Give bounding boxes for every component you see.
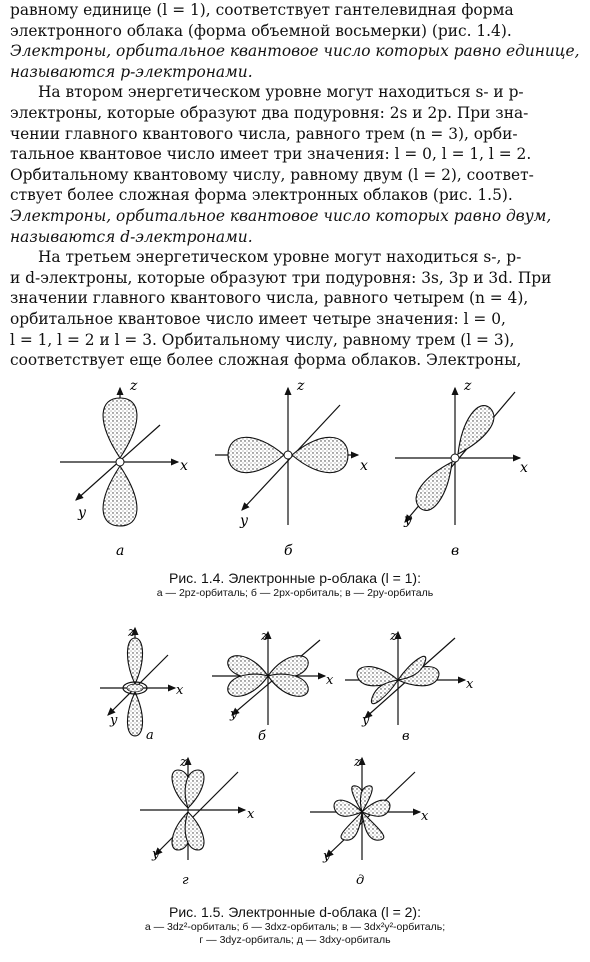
- figure-1-5-caption: [0, 904, 590, 947]
- axis-y-label: y: [110, 713, 118, 728]
- orbital-figures: [0, 372, 590, 962]
- text-line: тальное квантовое число имеет три значения: l = 0, l = 1, l = 2.: [10, 145, 532, 164]
- caption-subtitle: а — 3dz²-орбиталь; б — 3dxz-орбиталь; в — 3dx²y²-орбиталь;: [144, 921, 446, 933]
- p-orbital-a: [60, 378, 188, 559]
- axis-x-label: x: [466, 677, 474, 692]
- text-line: и d-электроны, которые образуют три подуровня: 3s, 3p и 3d. При: [10, 268, 552, 287]
- figure-label: б: [284, 543, 293, 559]
- axis-y-label: y: [404, 512, 412, 528]
- axis-x-label: x: [247, 807, 255, 822]
- d-orbital-b: [212, 629, 334, 744]
- axis-x-label: x: [360, 458, 368, 474]
- definition-line: Электроны, орбитальное квантовое число которых равно двум,: [10, 206, 552, 225]
- d-orbital-c: [345, 629, 474, 744]
- text-line: Орбитальному квантовому числу, равному двум (l = 2), соответ-: [10, 165, 534, 184]
- text-line: равному единице (l = 1), соответствует гантелевидная форма: [10, 1, 514, 19]
- text-line: соответствует еще более сложная форма облаков. Электроны,: [10, 351, 522, 370]
- figure-label: в: [402, 729, 410, 744]
- axis-z-label: z: [261, 629, 268, 644]
- text-line: На третьем энергетическом уровне могут находиться s-, p-: [38, 248, 522, 267]
- text-line: На втором энергетическом уровне могут находиться s- и p-: [38, 83, 524, 102]
- axis-x-label: x: [421, 809, 429, 824]
- axis-y-label: y: [240, 513, 248, 529]
- d-orbital-a: [100, 625, 184, 743]
- caption-title: Рис. 1.4. Электронные p-облака (l = 1):: [169, 570, 421, 586]
- text-line: чении главного квантового числа, равного трем (n = 3), орби-: [10, 124, 518, 143]
- p-orbital-c: [395, 378, 528, 559]
- axis-z-label: z: [390, 629, 397, 644]
- figure-1-4-caption: [0, 570, 590, 600]
- axis-z-label: z: [297, 378, 305, 394]
- caption-subtitle: а — 2pz-орбиталь; б — 2px-орбиталь; в — 2py-орбиталь: [156, 587, 434, 599]
- axis-x-label: x: [180, 458, 188, 474]
- axis-z-label: z: [130, 378, 138, 394]
- axis-z-label: z: [128, 625, 135, 640]
- caption-subtitle: г — 3dyz-орбиталь; д — 3dxy-орбиталь: [199, 934, 391, 946]
- axis-z-label: z: [180, 755, 187, 770]
- figure-label: д: [356, 873, 365, 888]
- axis-x-label: x: [520, 460, 528, 476]
- definition-line: называются d-электронами.: [10, 227, 253, 246]
- text-line: значении главного квантового числа, равного четырем (n = 4),: [10, 289, 529, 308]
- d-orbital-e: [310, 755, 429, 888]
- axis-x-label: x: [326, 673, 334, 688]
- d-orbital-d: [140, 755, 255, 888]
- figure-label: а: [116, 543, 125, 559]
- text-line: l = 1, l = 2 и l = 3. Орбитальному числу, равному трем (l = 3),: [10, 330, 515, 349]
- axis-y-label: y: [230, 707, 238, 722]
- axis-x-label: x: [176, 683, 184, 698]
- axis-z-label: z: [354, 755, 361, 770]
- figure-label: б: [258, 729, 266, 744]
- axis-y-label: y: [78, 505, 86, 521]
- figure-label: а: [146, 728, 154, 743]
- body-text: [10, 0, 582, 371]
- axis-y-label: y: [323, 849, 331, 864]
- text-line: ствует более сложная форма электронных облаков (рис. 1.5).: [10, 186, 513, 205]
- definition-line: называются p-электронами.: [10, 62, 253, 81]
- definition-line: Электроны, орбитальное квантовое число которых равно единице,: [10, 42, 580, 61]
- text-line: электроны, которые образуют два подуровня: 2s и 2p. При зна-: [10, 103, 529, 122]
- text-line: электронного облака (форма объемной восьмерки) (рис. 1.4).: [10, 21, 512, 40]
- p-orbital-b: [215, 378, 368, 559]
- text-line: орбитальное квантовое число имеет четыре значения: l = 0,: [10, 309, 506, 328]
- axis-y-label: y: [362, 713, 370, 728]
- caption-title: Рис. 1.5. Электронные d-облака (l = 2):: [169, 904, 421, 920]
- figure-label: г: [182, 873, 189, 888]
- axis-y-label: y: [152, 847, 160, 862]
- figure-label: в: [451, 543, 460, 559]
- axis-z-label: z: [464, 378, 472, 394]
